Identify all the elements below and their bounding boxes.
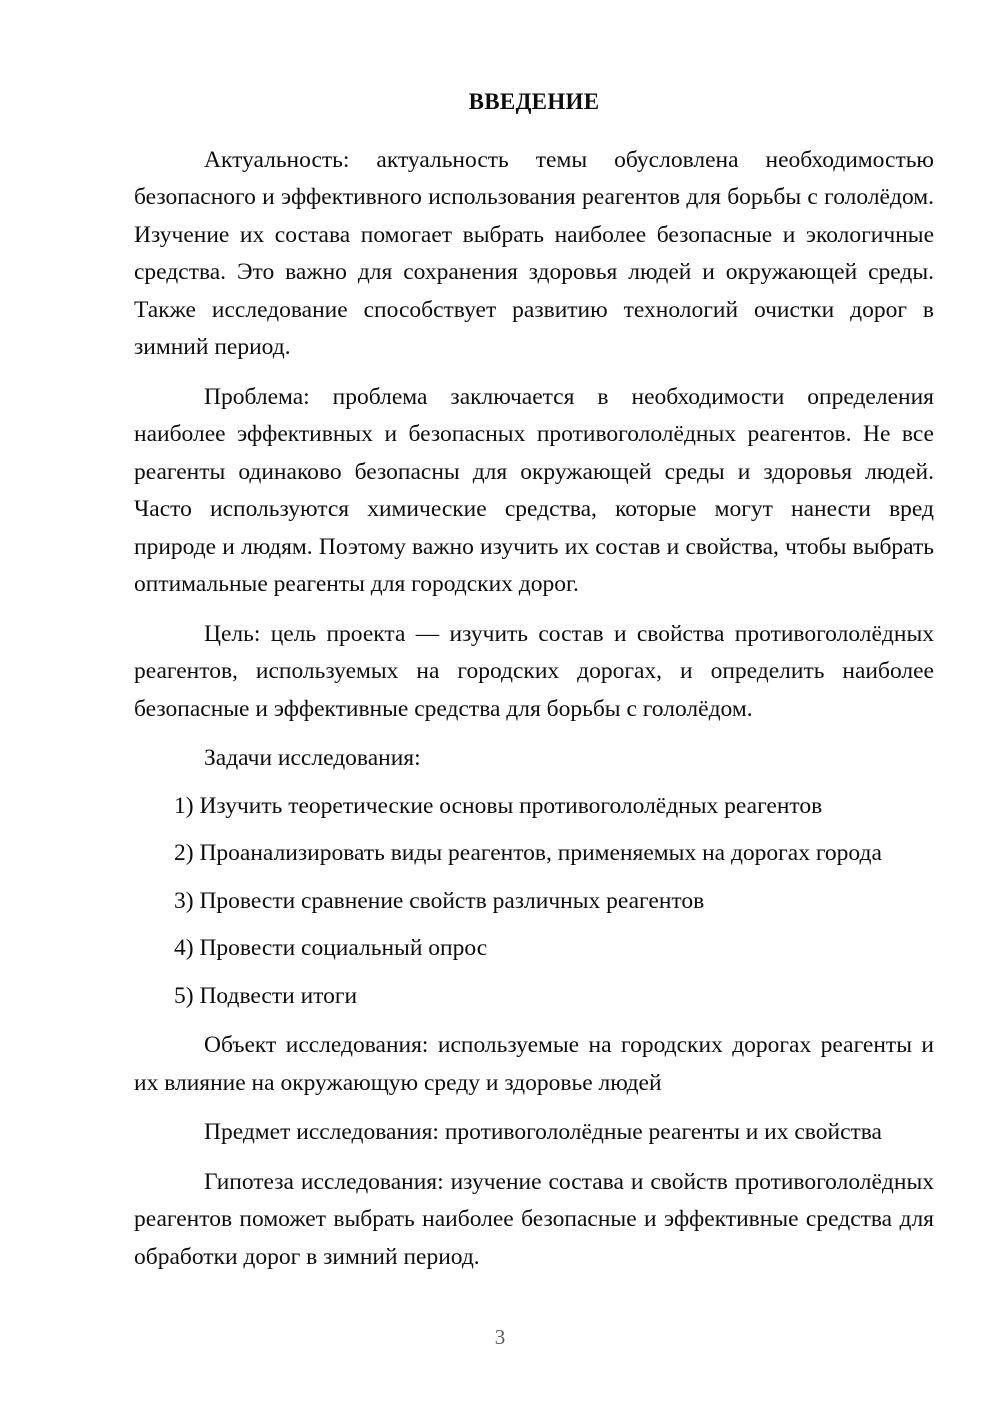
paragraph-relevance: Актуальность: актуальность темы обусловлена необходимостью безопасного и эффективного использования реагентов для борьбы с гололёдом. Изучение их состава помогает выбрать наиболее безопасные и экологичные средства. Это важно для сохранения здоровья людей и окружающей среды. Также исследование способствует развитию технологий очистки дорог в зимний период. <box>134 146 934 361</box>
paragraph-spacer <box>134 1102 934 1114</box>
page-title: ВВЕДЕНИЕ <box>468 89 600 114</box>
list-spacer <box>134 920 934 930</box>
page-number: 3 <box>494 1325 506 1349</box>
paragraph-problem: Проблема: проблема заключается в необходимости определения наиболее эффективных и безопасных противогололёдных реагентов. Не все реагенты одинаково безопасны для окружающей среды и здоровья людей. Часто используются химические средства, которые могут нанести вред природе и людям. Поэтому важно изучить их состав и свойства, чтобы выбрать оптимальные реагенты для городских дорог. <box>134 383 934 598</box>
list-spacer <box>134 825 934 835</box>
list-spacer <box>134 873 934 883</box>
list-spacer <box>134 968 934 978</box>
paragraph-object: Объект исследования: используемые на городских дорогах реагенты и их влияние на окружающую среду и здоровье людей <box>134 1032 934 1096</box>
paragraph-goal: Цель: цель проекта — изучить состав и свойства противогололёдных реагентов, используемых на городских дорогах, и определить наиболее безопасные и эффективные средства для борьбы с гололёдом. <box>134 620 934 722</box>
list-item: 5) Подвести итоги <box>174 982 358 1009</box>
list-spacer <box>134 778 934 788</box>
list-item: 2) Проанализировать виды реагентов, применяемых на дорогах города <box>174 840 882 867</box>
list-item: 3) Провести сравнение свойств различных реагентов <box>174 887 705 914</box>
paragraph-spacer <box>134 604 934 616</box>
document-body <box>134 88 934 1276</box>
list-item: 4) Провести социальный опрос <box>174 935 488 962</box>
paragraph-spacer <box>134 1152 934 1164</box>
list-item: 1) Изучить теоретические основы противогололёдных реагентов <box>174 792 823 819</box>
paragraph-spacer <box>134 1015 934 1027</box>
paragraph-hypothesis: Гипотеза исследования: изучение состава и свойств противогололёдных реагентов поможет выбрать наиболее безопасные и эффективные средства для обработки дорог в зимний период. <box>134 1168 934 1270</box>
paragraph-subject: Предмет исследования: противогололёдные реагенты и их свойства <box>204 1119 882 1146</box>
paragraph-spacer <box>134 728 934 740</box>
tasks-heading: Задачи исследования: <box>204 745 421 772</box>
paragraph-spacer <box>134 367 934 379</box>
